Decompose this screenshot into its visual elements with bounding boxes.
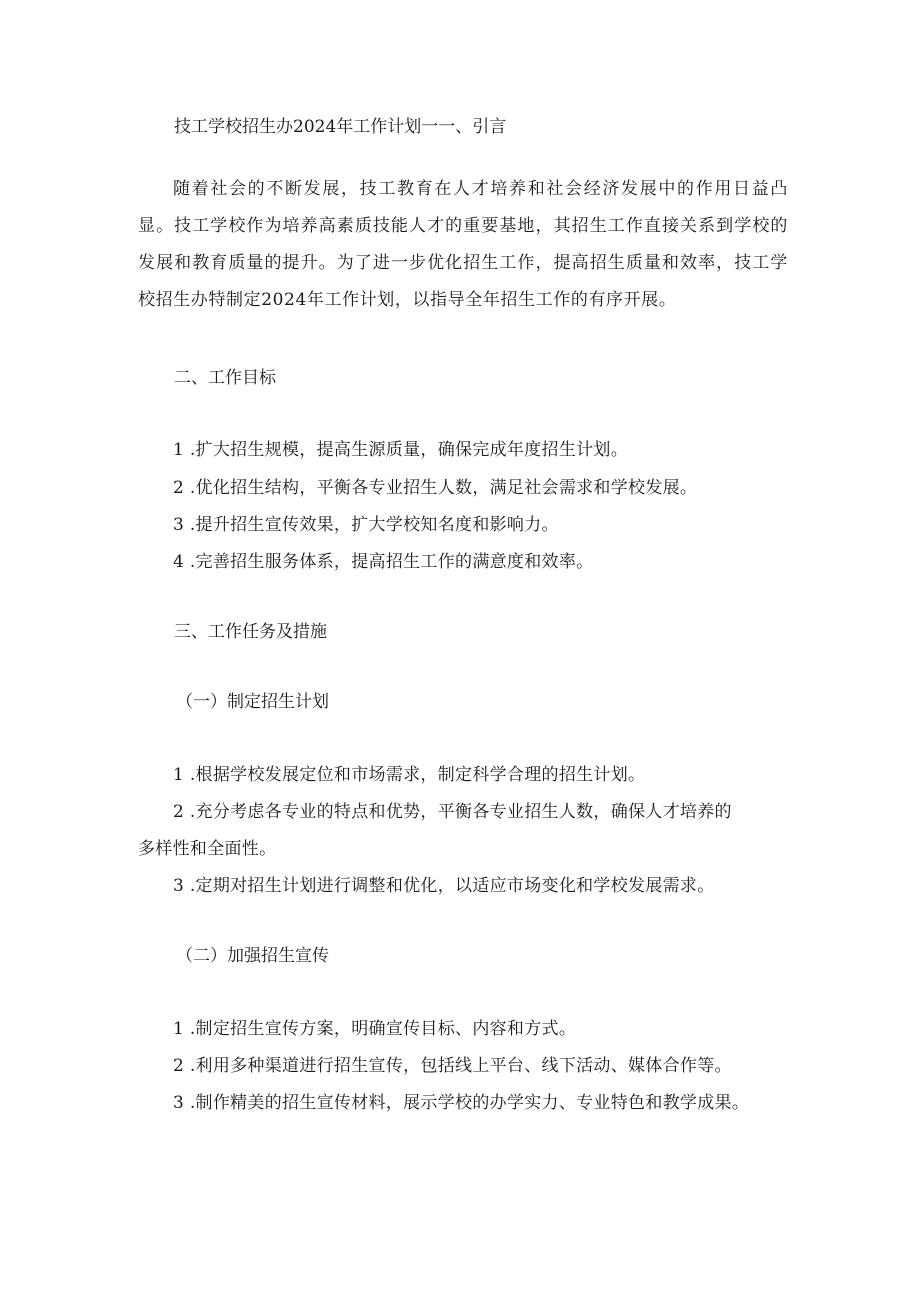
promo-item-3: 3 .制作精美的招生宣传材料，展示学校的办学实力、专业特色和教学成果。 [173, 1093, 750, 1113]
intro-paragraph: 随着社会的不断发展，技工教育在人才培养和社会经济发展中的作用日益凸显。技工学校作为培养高素质技能人才的重要基地，其招生工作直接关系到学校的发展和教育质量的提升。为了进一步优化招生工作，提高招生质量和效率，技工学校招生办特制定2024年工作计划，以指导全年招生工作的有序开展。 [138, 179, 788, 310]
doc-title: 技工学校招生办2024年工作计划一一、引言 [174, 117, 507, 137]
plan-item-3: 3 .定期对招生计划进行调整和优化，以适应市场变化和学校发展需求。 [173, 876, 715, 896]
promo-item-2: 2 .利用多种渠道进行招生宣传，包括线上平台、线下活动、媒体合作等。 [173, 1056, 732, 1076]
goal-item-1: 1 .扩大招生规模，提高生源质量，确保完成年度招生计划。 [173, 440, 629, 460]
subsection-2-heading: （二）加强招生宣传 [176, 946, 329, 966]
subsection-1-heading: （一）制定招生计划 [176, 692, 329, 712]
plan-item-2-line-2: 多样性和全面性。 [138, 839, 277, 859]
section-3-heading: 三、工作任务及措施 [174, 622, 327, 642]
goal-item-3: 3 .提升招生宣传效果，扩大学校知名度和影响力。 [173, 515, 559, 535]
section-2-heading: 二、工作目标 [174, 368, 276, 388]
plan-item-2-line-1: 2 .充分考虑各专业的特点和优势，平衡各专业招生人数，确保人才培养的 [173, 802, 732, 822]
plan-item-1: 1 .根据学校发展定位和市场需求，制定科学合理的招生计划。 [173, 765, 646, 785]
promo-item-1: 1 .制定招生宣传方案，明确宣传目标、内容和方式。 [173, 1019, 577, 1039]
goal-item-2: 2 .优化招生结构，平衡各专业招生人数，满足社会需求和学校发展。 [173, 478, 698, 498]
goal-item-4: 4 .完善招生服务体系，提高招生工作的满意度和效率。 [173, 552, 594, 572]
